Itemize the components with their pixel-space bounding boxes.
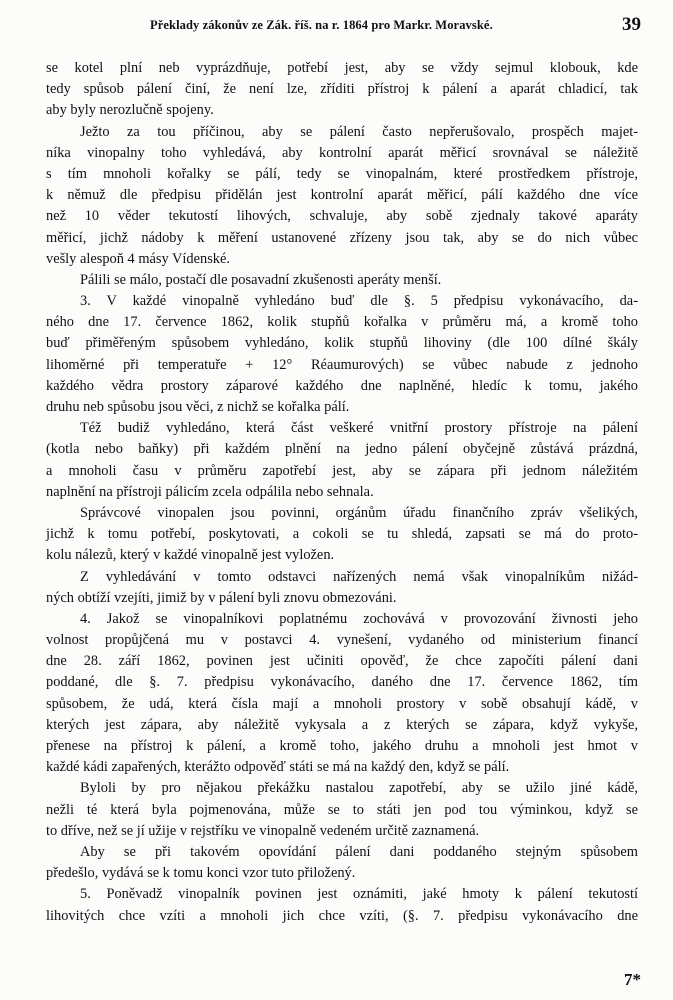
- text-line: kterých jest zápara, aby náležitě vykysala a z kterých se zápara, když vykyše,: [46, 716, 638, 733]
- running-head-title: Překlady zákonův ze Zák. říš. na r. 1864 pro Markr. Moravské.: [150, 18, 493, 32]
- text-line: s tím mnoholi kořalky se pálí, tedy se vinopalnám, které prostředkem přístroje,: [46, 165, 638, 182]
- text-line: každého vědra prostory záparové každého dne naplněné, hledíc k tomu, jakého: [46, 377, 638, 394]
- text-line: Z vyhledávání v tomto odstavci nařízených nemá však vinopalníkům nižád-: [80, 568, 638, 585]
- text-line: druhu neb spůsobu jsou věci, z nichž se kořalka pálí.: [46, 399, 350, 415]
- text-line: měřicí, jichž nádoby k měření ustanovené zřízeny jsou tak, aby se do nich vůbec: [46, 229, 638, 246]
- text-line: Též budiž vyhledáno, která část veškeré vnitřní prostory přístroje na pálení: [80, 420, 638, 437]
- text-line: Správcové vinopalen jsou povinni, orgánům úřadu finančního zpráv všelikých,: [80, 504, 638, 521]
- text-line: Aby se při takovém opovídání pálení dani poddaného stejným spůsobem: [80, 843, 638, 860]
- text-line: to dříve, než se jí užije v rejstříku ve vinopalně vedeném určitě zaznamená.: [46, 822, 480, 839]
- text-line: se kotel plní neb vyprázdňuje, potřebí jest, aby se vždy sejmul klobouk, kde: [46, 60, 638, 76]
- text-line: lihovitých chce vzíti a mnoholi jich chce vzíti, (§. 7. předpisu vykonávacího dne: [46, 907, 638, 924]
- text-line: vešly alespoň 4 másy Vídenské.: [46, 250, 230, 267]
- text-line: k němuž dle předpisu přidělán jest kontrolní aparát měřicí, pálí každého dne více: [46, 187, 638, 204]
- text-line: jichž k tomu potřebí, poskytovati, a cokoli se tu shledá, zapsati se má do proto-: [46, 526, 638, 543]
- text-line: naplnění na přístroji pálicím zcela odpálila nebo sehnala.: [46, 483, 374, 500]
- text-line: 4. Jakož se vinopalníkovi poplatnému zochovává v provozování živnosti jeho: [80, 610, 638, 627]
- text-line: lihoměrné při temperatuře + 12° Réaumurových) se vůbec nabude z jednoho: [46, 356, 638, 373]
- text-line: ných obtíží vzejíti, jimiž by v pálení byli znovu obmezováni.: [46, 589, 397, 606]
- running-head: [0, 14, 673, 38]
- text-line: Ježto za tou příčinou, aby se pálení často nepřerušovalo, prospěch majet-: [80, 123, 638, 140]
- text-line: buď přiměřeným spůsobem vyhledáno, kolik stupňů lihoviny (dle 100 dílné škály: [46, 335, 638, 352]
- text-line: přenese na přístroj k pálení, a kromě toho, jakého druhu a mnoholi jest hmot v: [46, 738, 638, 754]
- text-line: než 10 věder tekutostí lihových, schvaluje, aby sobě zjednaly takové aparáty: [46, 208, 638, 225]
- text-line: poddané, dle §. 7. předpisu vykonávacího, daného dne 17. července 1862, tím: [46, 674, 638, 691]
- text-line: Byloli by pro nějakou překážku nastalou zapotřebí, aby se užilo jiné kádě,: [80, 780, 638, 797]
- text-line: ného dne 17. července 1862, kolik stupňů kořalka v průměru má, a kromě toho: [46, 314, 638, 331]
- text-line: kolu nálezů, který v každé vinopalně jest vyložen.: [46, 547, 335, 564]
- text-line: spůsobem, že udá, která čísla mají a mnoholi prostory v sobě obsahují kádě, v: [46, 695, 638, 712]
- text-line: předešlo, vydává se k tomu konci vzor tuto přiložený.: [46, 865, 356, 882]
- text-line: a mnoholi času v průměru zapotřebí jest, aby se zápara při jednom náležitém: [46, 462, 638, 479]
- printer-signature-mark: 7*: [624, 970, 641, 989]
- text-line: aby byly nerozlučně spojeny.: [46, 102, 214, 119]
- body-text: [46, 58, 638, 927]
- text-line: 3. V každé vinopalně vyhledáno buď dle §. 5 předpisu vykonávacího, da-: [80, 293, 638, 310]
- text-line: každé kádi zapařených, kterážto odpověď státi se má na každý den, když se pálí.: [46, 759, 510, 776]
- text-line: Pálili se málo, postačí dle posavadní zkušenosti aperáty menší.: [80, 271, 442, 288]
- text-line: dne 28. září 1862, povinen jest učiniti opověď, že chce započíti pálení dani: [46, 653, 638, 670]
- page-number: 39: [622, 14, 641, 35]
- text-line: tedy spůsob pálení činí, že není lze, zříditi přístroj k pálení a aparát chladicí, tak: [46, 81, 638, 98]
- text-line: (kotla nebo baňky) při každém plnění na jedno pálení obyčejně zůstává prázdná,: [46, 441, 638, 458]
- text-line: nežli té která byla pojmenována, může se to státi jen pod tou výminkou, když se: [46, 801, 638, 818]
- text-line: níka vinopalny toho vyhledává, aby kontrolní aparát měřicí srovnával se náležitě: [46, 144, 638, 161]
- text-line: 5. Poněvadž vinopalník povinen jest oznámiti, jaké hmoty k pálení tekutostí: [80, 886, 638, 903]
- text-line: volnost propůjčená mu v postavci 4. vynešení, vydaného od ministerium financí: [46, 632, 638, 649]
